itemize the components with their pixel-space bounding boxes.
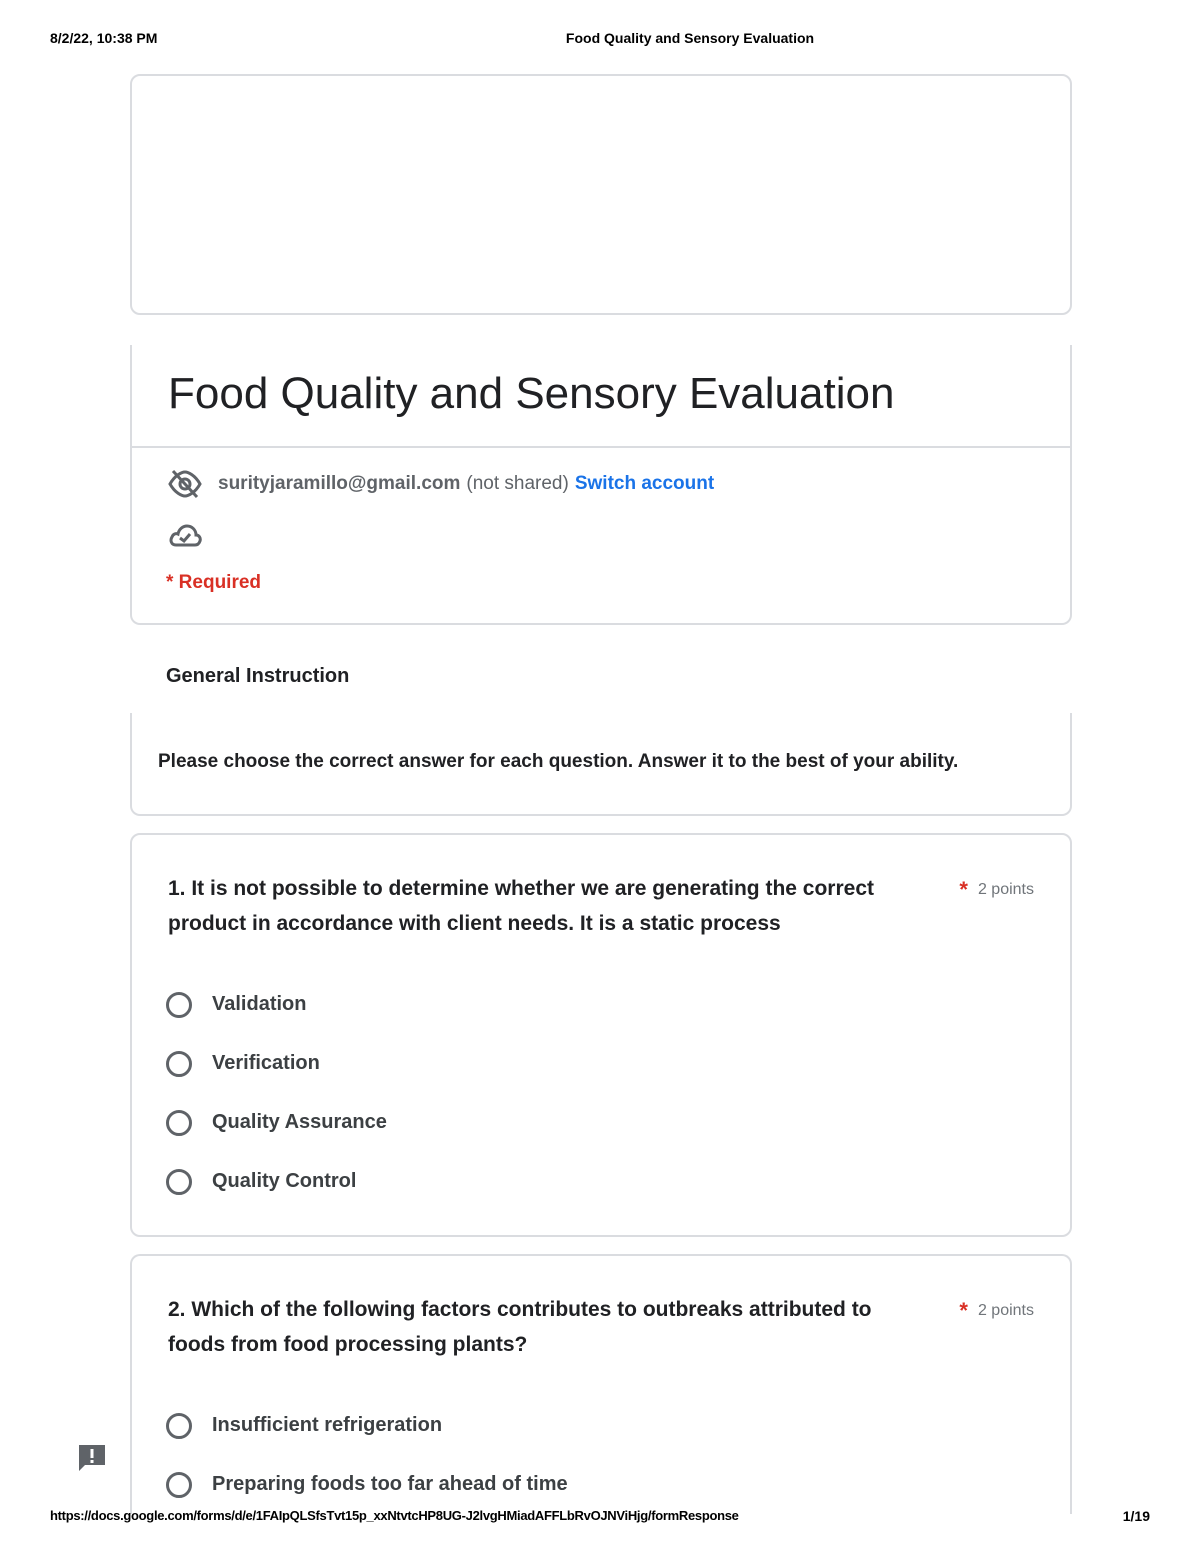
answer-option[interactable] [166,1396,568,1455]
question-text: 1. It is not possible to determine whether we are generating the correct product in accordance with client needs. It is a static process [168,877,875,935]
section-description: Please choose the correct answer for each question. Answer it to the best of your ability. [158,751,959,772]
answer-option[interactable] [166,1034,387,1093]
question-card [130,833,1072,1237]
account-not-shared: (not shared) [466,473,569,494]
radio-button[interactable] [166,992,192,1018]
question-points [959,877,1034,903]
account-row [168,469,714,499]
radio-button[interactable] [166,1169,192,1195]
print-footer [0,1508,1200,1526]
switch-account-link[interactable]: Switch account [574,473,715,494]
answer-option[interactable] [166,1152,387,1211]
option-label: Verification [212,1052,320,1074]
radio-button[interactable] [166,1110,192,1136]
answer-option[interactable] [166,975,387,1034]
answer-options [166,975,387,1211]
section-title: General Instruction [166,665,350,687]
print-header [0,30,1200,48]
answer-options [166,1396,568,1514]
print-page-number: 1/19 [1122,1508,1150,1524]
question-text: 2. Which of the following factors contributes to outbreaks attributed to foods from food processing plants? [168,1298,872,1356]
title-divider [132,446,1070,448]
radio-button[interactable] [166,1051,192,1077]
print-datetime: 8/2/22, 10:38 PM [50,30,158,46]
radio-button[interactable] [166,1472,192,1498]
print-url: https://docs.google.com/forms/d/e/1FAIpQLSfsTvt15p_xxNtvtcHP8UG-J2lvgHMiadAFFLbRvOJNViHjg/formResponse [50,1508,739,1523]
question-card [130,1254,1072,1514]
required-asterisk: * [959,877,968,902]
required-note: * Required [166,572,262,593]
header-banner [130,74,1072,315]
question-points [959,1298,1034,1324]
option-label: Quality Control [212,1170,357,1192]
points-label: 2 points [977,1302,1034,1319]
points-label: 2 points [977,881,1034,898]
required-asterisk: * [959,1298,968,1323]
cloud-sync-icon [168,521,202,551]
account-email: surityjaramillo@gmail.com [218,473,461,494]
answer-option[interactable] [166,1455,568,1514]
option-label: Quality Assurance [212,1111,387,1133]
answer-option[interactable] [166,1093,387,1152]
option-label: Validation [212,993,307,1015]
radio-button[interactable] [166,1413,192,1439]
option-label: Insufficient refrigeration [212,1414,443,1436]
form-title-card [130,345,1072,625]
feedback-icon[interactable] [76,1442,108,1474]
print-title: Food Quality and Sensory Evaluation [565,30,815,46]
form-title: Food Quality and Sensory Evaluation [168,369,895,418]
option-label: Preparing foods too far ahead of time [212,1473,568,1495]
visibility-off-icon [168,469,202,499]
instruction-card [130,713,1072,816]
